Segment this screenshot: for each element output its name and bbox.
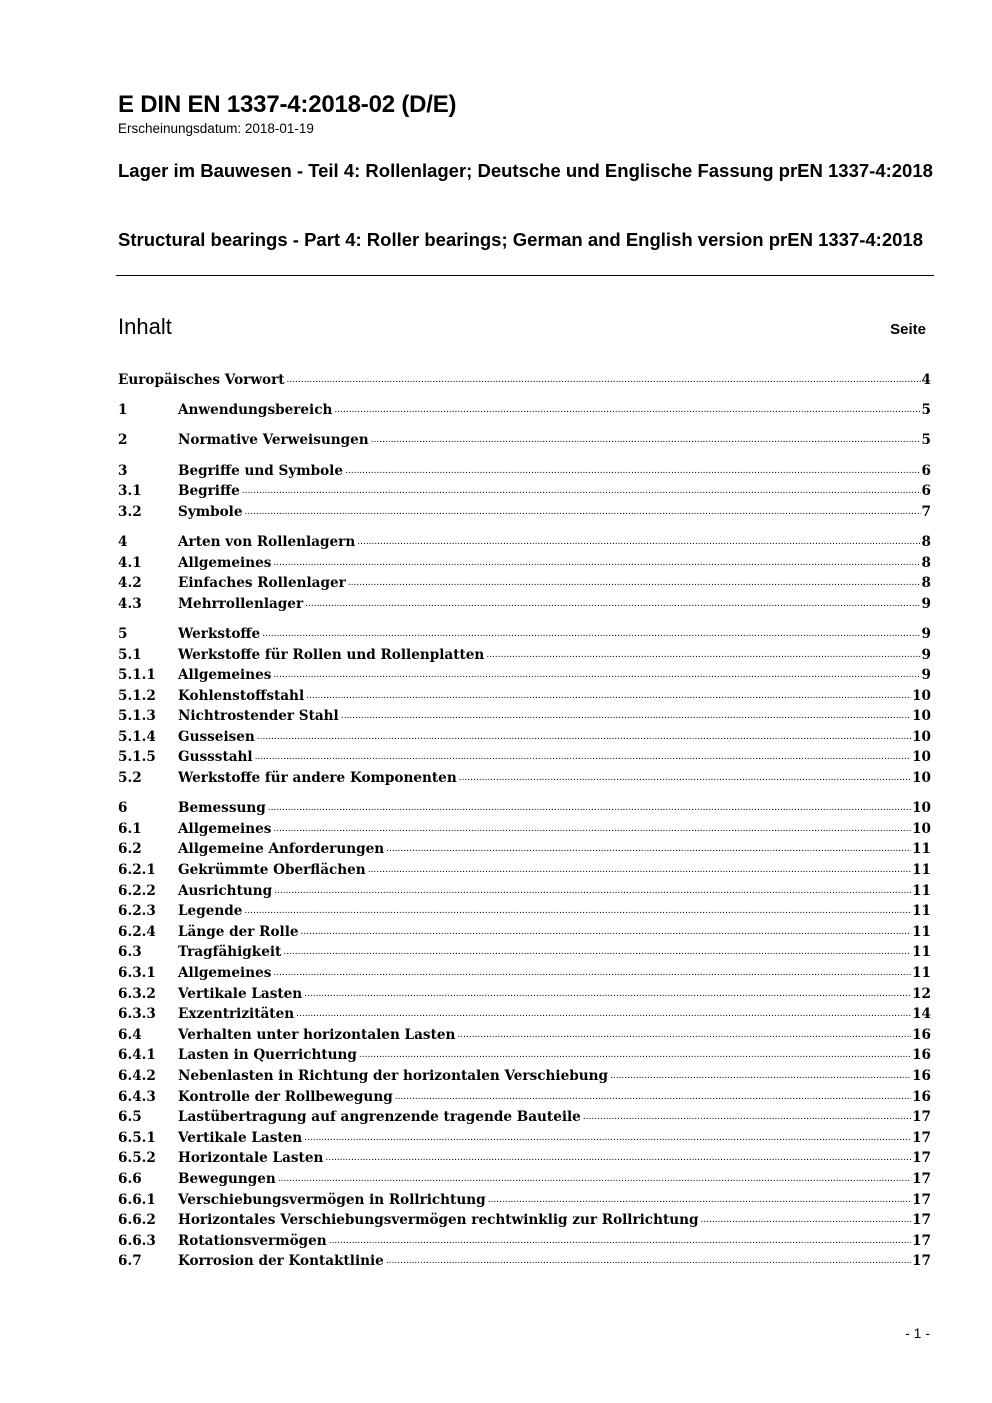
toc-entry-number: 6.3.1 [118, 965, 156, 981]
toc-entry-number: 6.2.1 [118, 862, 156, 879]
toc-heading: Inhalt [118, 314, 172, 339]
toc-entry-page: 8 [921, 575, 931, 592]
toc-entry-number: 6.2.2 [118, 882, 156, 899]
toc-entry-title: Allgemeines [178, 554, 272, 571]
toc-dot-leader [257, 727, 911, 748]
toc-entry-number: 4.1 [118, 554, 142, 571]
toc-entry-number: 5.2 [118, 770, 142, 787]
toc-dot-leader [273, 665, 920, 686]
toc-entry-title: Nebenlasten in Richtung der horizontalen Verschiebung [178, 1067, 608, 1084]
toc-entry-page: 16 [912, 1067, 931, 1084]
toc-entry-page: 17 [912, 1232, 931, 1249]
toc-entry[interactable] [118, 1025, 931, 1046]
toc-dot-leader [386, 1251, 911, 1272]
toc-dot-leader [274, 881, 911, 902]
toc-entry-number: 5 [118, 625, 128, 642]
toc-entry-page: 9 [921, 646, 931, 663]
toc-entry[interactable] [118, 727, 931, 748]
title-english: Structural bearings - Part 4: Roller bearings; German and English version prEN 1337-4:2018 [118, 229, 924, 250]
toc-entry-page: 16 [912, 1088, 931, 1105]
title-german: Lager im Bauwesen - Teil 4: Rollenlager; Deutsche und Englische Fassung prEN 1337-4:2018 [118, 160, 933, 181]
toc-entry-page: 5 [921, 432, 931, 449]
toc-dot-leader [357, 532, 920, 553]
toc-dot-leader [301, 922, 912, 943]
toc-entry-number: 6.2.4 [118, 923, 156, 940]
toc-entry-number: 6.3.3 [118, 1006, 156, 1023]
toc-entry-number: 5.1 [118, 646, 142, 663]
toc-dot-leader [341, 706, 911, 727]
toc-entry-page: 8 [921, 533, 931, 550]
toc-entry[interactable] [118, 502, 931, 523]
toc-dot-leader [348, 573, 921, 594]
toc-entry-title: Normative Verweisungen [178, 432, 369, 449]
toc-entry-title: Lastübertragung auf angrenzende tragende Bauteile [178, 1109, 581, 1126]
toc-dot-leader [371, 430, 921, 451]
toc-entry-number: 5.1.4 [118, 728, 156, 745]
toc-entry-number: 6.6.3 [118, 1232, 156, 1249]
toc-entry-number: 5.1.1 [118, 667, 156, 684]
toc-entry[interactable] [118, 573, 931, 594]
toc-entry[interactable] [118, 860, 931, 881]
toc-entry-title: Rotationsvermögen [178, 1232, 327, 1249]
toc-dot-leader [244, 502, 920, 523]
toc-entry-page: 11 [912, 965, 931, 981]
toc-dot-leader [244, 901, 911, 922]
toc-dot-leader [306, 686, 911, 707]
toc-entry-number: 6.7 [118, 1253, 142, 1270]
toc-entry-number: 3.1 [118, 483, 142, 500]
toc-entry[interactable] [118, 1169, 931, 1190]
toc-dot-leader [345, 461, 921, 482]
toc-entry-page: 17 [912, 1253, 931, 1270]
toc-dot-leader [242, 481, 921, 502]
toc-entry-page: 10 [912, 708, 931, 725]
toc-entry-page: 4 [921, 372, 931, 388]
toc-entry-number: 5.1.5 [118, 749, 156, 766]
toc-entry-page: 17 [912, 1212, 931, 1229]
toc-entry[interactable] [118, 798, 931, 819]
toc-entry[interactable] [118, 645, 931, 666]
toc-entry[interactable] [118, 1066, 931, 1087]
toc-entry-title: Exzentrizitäten [178, 1006, 295, 1023]
toc-entry-number: 6.2 [118, 841, 142, 858]
toc-entry-title: Bewegungen [178, 1170, 276, 1187]
toc-entry[interactable] [118, 686, 931, 707]
document-id: E DIN EN 1337-4:2018-02 (D/E) [118, 91, 457, 118]
toc-entry-title: Begriffe und Symbole [178, 462, 343, 479]
toc-dot-leader [395, 1087, 911, 1108]
toc-entry-title: Werkstoffe [178, 625, 261, 642]
toc-entry-number: 6.6.2 [118, 1212, 156, 1229]
toc-entry-page: 16 [912, 1026, 931, 1043]
toc-entry-page: 9 [921, 595, 931, 612]
toc-dot-leader [296, 1004, 911, 1025]
toc-entry-page: 10 [912, 820, 931, 837]
toc-entry-page: 8 [921, 554, 931, 571]
toc-entry[interactable] [118, 1087, 931, 1108]
toc-entry-title: Allgemeines [178, 820, 272, 837]
toc-entry-title: Werkstoffe für andere Komponenten [178, 770, 457, 787]
toc-entry[interactable] [118, 461, 931, 482]
toc-entry-page: 11 [912, 882, 931, 899]
toc-dot-leader [304, 1128, 911, 1149]
toc-dot-leader [287, 370, 921, 391]
footer-page-number: - 1 - [905, 1325, 930, 1341]
toc-entry-number: 6.4.2 [118, 1067, 156, 1084]
toc-dot-leader [262, 624, 920, 645]
toc-entry[interactable] [118, 430, 931, 451]
toc-entry-title: Allgemeine Anforderungen [178, 841, 385, 858]
toc-dot-leader [457, 1025, 911, 1046]
toc-entry-page: 10 [912, 749, 931, 766]
toc-entry-title: Ausrichtung [178, 882, 273, 899]
toc-entry-page: 17 [912, 1170, 931, 1187]
toc-entry-title: Korrosion der Kontaktlinie [178, 1253, 384, 1270]
toc-entry-page: 14 [912, 1006, 931, 1023]
toc-entry-number: 1 [118, 402, 128, 419]
toc-entry-page: 9 [921, 667, 931, 684]
toc-entry-page: 11 [912, 944, 931, 961]
toc-entry-number: 4 [118, 533, 128, 550]
toc-dot-leader [386, 839, 911, 860]
toc-dot-leader [304, 984, 911, 1005]
toc-entry-page: 5 [921, 402, 931, 419]
toc-entry-title: Länge der Rolle [178, 923, 299, 940]
toc-entry[interactable] [118, 963, 931, 984]
toc-entry-number: 6.4.3 [118, 1088, 156, 1105]
toc-entry-title: Allgemeines [178, 965, 272, 981]
toc-dot-leader [273, 819, 911, 840]
toc-dot-leader [610, 1066, 911, 1087]
publication-date: Erscheinungsdatum: 2018-01-19 [118, 121, 314, 136]
toc-entry[interactable] [118, 1251, 931, 1272]
toc-entry-number: 3 [118, 462, 128, 479]
toc-entry-title: Horizontale Lasten [178, 1150, 324, 1167]
toc-entry-page: 16 [912, 1047, 931, 1064]
toc-entry[interactable] [118, 532, 931, 553]
toc-entry-number: 6.5.2 [118, 1150, 156, 1167]
toc-entry-title: Mehrrollenlager [178, 595, 304, 612]
toc-entry[interactable] [118, 706, 931, 727]
toc-entry-number: 4.3 [118, 595, 142, 612]
toc-entry-title: Allgemeines [178, 667, 272, 684]
toc-entry-page: 7 [921, 503, 931, 520]
toc-entry[interactable] [118, 1128, 931, 1149]
toc-dot-leader [255, 747, 911, 768]
toc-entry-title: Bemessung [178, 800, 266, 817]
toc-entry-page: 17 [912, 1150, 931, 1167]
toc-entry-number: 6.6 [118, 1170, 142, 1187]
toc-entry-page: 10 [912, 687, 931, 704]
toc-dot-leader [488, 1190, 911, 1211]
toc-entry[interactable] [118, 747, 931, 768]
toc-entry-page: 10 [912, 728, 931, 745]
toc-entry-title: Verschiebungsvermögen in Rollrichtung [178, 1191, 486, 1208]
toc-entry-page: 17 [912, 1109, 931, 1126]
toc-entry[interactable] [118, 1231, 931, 1252]
toc-entry[interactable] [118, 768, 931, 789]
toc-entry-title: Verhalten unter horizontalen Lasten [178, 1026, 456, 1043]
toc-entry-number: 2 [118, 432, 128, 449]
toc-entry-number: 6.3 [118, 944, 142, 961]
toc-entry-number: 5.1.3 [118, 708, 156, 725]
toc-entry[interactable] [118, 481, 931, 502]
toc-entry-number: 6.3.2 [118, 985, 156, 1002]
toc-entry-number: 6.5 [118, 1109, 142, 1126]
toc-entry-number: 6.6.1 [118, 1191, 156, 1208]
toc-entry-page: 17 [912, 1191, 931, 1208]
toc-entry-number: 6 [118, 800, 128, 817]
toc-entry[interactable] [118, 881, 931, 902]
toc-entry-page: 10 [912, 770, 931, 787]
toc-entry-number: 6.5.1 [118, 1129, 156, 1146]
toc-dot-leader [305, 594, 920, 615]
toc-entry-title: Legende [178, 903, 243, 920]
toc-entry[interactable] [118, 819, 931, 840]
toc-entry-title: Kontrolle der Rollbewegung [178, 1088, 393, 1105]
toc-entry-number: 4.2 [118, 575, 142, 592]
toc-entry-title: Symbole [178, 503, 243, 520]
toc-entry-title: Lasten in Querrichtung [178, 1047, 357, 1064]
toc-dot-leader [273, 553, 920, 574]
toc-entry[interactable] [118, 1107, 931, 1128]
toc-dot-leader [268, 798, 911, 819]
toc-entry-title: Begriffe [178, 483, 240, 500]
toc-entry-page: 9 [921, 625, 931, 642]
toc-entry-page: 11 [912, 862, 931, 879]
toc-entry[interactable] [118, 400, 931, 421]
header-divider [116, 275, 934, 276]
toc-entry[interactable] [118, 1148, 931, 1169]
toc-entry-page: 11 [912, 923, 931, 940]
toc-entry[interactable] [118, 901, 931, 922]
toc-entry[interactable] [118, 553, 931, 574]
toc-entry[interactable] [118, 624, 931, 645]
toc-entry[interactable] [118, 1210, 931, 1231]
toc-entry[interactable] [118, 665, 931, 686]
toc-dot-leader [273, 963, 911, 984]
toc-entry-page: 11 [912, 841, 931, 858]
toc-entry-number: 5.1.2 [118, 687, 156, 704]
toc-page-column-label: Seite [890, 321, 926, 338]
toc-entry-title: Einfaches Rollenlager [178, 575, 346, 592]
toc-entry-page: 6 [921, 483, 931, 500]
toc-entry[interactable] [118, 1045, 931, 1066]
toc-entry-page: 12 [912, 985, 931, 1002]
toc-dot-leader [278, 1169, 911, 1190]
toc-entry-title: Gekrümmte Oberflächen [178, 862, 366, 879]
toc-dot-leader [283, 942, 911, 963]
toc-entry-page: 6 [921, 462, 931, 479]
toc-entry[interactable] [118, 984, 931, 1005]
toc-entry[interactable] [118, 594, 931, 615]
toc-entry[interactable] [118, 1004, 931, 1025]
toc-entry-number: 3.2 [118, 503, 142, 520]
toc-entry-number: 6.4 [118, 1026, 142, 1043]
toc-dot-leader [325, 1148, 911, 1169]
toc-entry-title: Gusseisen [178, 728, 255, 745]
toc-entry-page: 11 [912, 903, 931, 920]
toc-entry-title: Gussstahl [178, 749, 253, 766]
toc-entry-number: 6.1 [118, 820, 142, 837]
toc-entry-page: 17 [912, 1129, 931, 1146]
toc-entry[interactable] [118, 839, 931, 860]
toc-dot-leader [334, 400, 920, 421]
toc-entry-title: Europäisches Vorwort [118, 372, 285, 388]
toc-entry-title: Vertikale Lasten [178, 1129, 303, 1146]
toc-entry-number: 6.2.3 [118, 903, 156, 920]
toc-entry-title: Nichtrostender Stahl [178, 708, 339, 725]
toc-entry-title: Horizontales Verschiebungsvermögen rechtwinklig zur Rollrichtung [178, 1212, 699, 1229]
toc-entry-title: Kohlenstoffstahl [178, 687, 305, 704]
toc-dot-leader [459, 768, 911, 789]
toc-dot-leader [486, 645, 920, 666]
toc-dot-leader [368, 860, 911, 881]
toc-entry-title: Werkstoffe für Rollen und Rollenplatten [178, 646, 485, 663]
toc-entry-title: Anwendungsbereich [178, 402, 333, 419]
toc-entry-page: 10 [912, 800, 931, 817]
toc-entry-title: Arten von Rollenlagern [178, 533, 356, 550]
toc-entry-number: 6.4.1 [118, 1047, 156, 1064]
toc-entry[interactable] [118, 1190, 931, 1211]
toc-entry-title: Tragfähigkeit [178, 944, 282, 961]
toc-dot-leader [359, 1045, 911, 1066]
toc-entry-title: Vertikale Lasten [178, 985, 303, 1002]
toc-entry[interactable] [118, 370, 931, 391]
toc-dot-leader [329, 1231, 911, 1252]
toc-entry[interactable] [118, 922, 931, 943]
toc-dot-leader [701, 1210, 912, 1231]
toc-dot-leader [583, 1107, 911, 1128]
table-of-contents [118, 370, 931, 1272]
toc-entry[interactable] [118, 942, 931, 963]
